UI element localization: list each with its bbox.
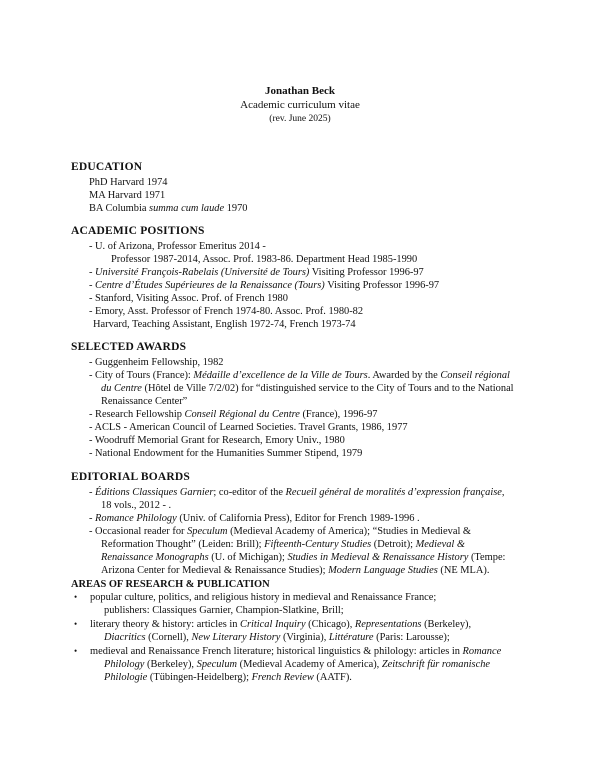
- award-item: [71, 408, 551, 421]
- journal-title: New Literary History: [191, 632, 281, 643]
- area-text: (Chicago),: [305, 619, 355, 630]
- document-subtitle: Academic curriculum vitae: [240, 99, 360, 111]
- award-item: - Woodruff Memorial Grant for Research, Emory Univ., 1980: [89, 435, 345, 446]
- education-section: [71, 160, 551, 215]
- board-journal: Medieval &: [415, 539, 465, 550]
- journal-title: Representations: [354, 619, 422, 630]
- area-line: [90, 631, 550, 644]
- journal-title: Philology: [104, 659, 145, 670]
- area-text: (Tübingen-Heidelberg);: [147, 672, 252, 683]
- board-journal: Fifteenth-Century Studies: [264, 539, 372, 550]
- position-role: Visiting Professor 1996-97: [324, 280, 440, 291]
- board-series: Recueil général de moralités d’expression française: [285, 487, 502, 498]
- award-body: du Centre: [101, 383, 142, 394]
- board-journal: Speculum: [187, 526, 228, 537]
- board-text: (Detroit);: [371, 539, 416, 550]
- board-text: (U. of Michigan);: [208, 552, 288, 563]
- awards-heading: SELECTED AWARDS: [71, 341, 187, 353]
- board-journal: Modern Language Studies: [328, 565, 438, 576]
- area-line: [90, 645, 550, 658]
- award-body: Conseil Régional du Centre: [184, 409, 300, 420]
- education-heading: EDUCATION: [71, 161, 143, 173]
- board-text: (NE MLA).: [437, 565, 490, 576]
- board-text: - Occasional reader for: [89, 526, 188, 537]
- education-item: MA Harvard 1971: [89, 190, 166, 201]
- board-text: ,: [501, 487, 505, 498]
- bullet-icon: •: [74, 592, 78, 602]
- position-stanford: - Stanford, Visiting Assoc. Prof. of French 1980: [89, 293, 288, 304]
- board-journal: Studies in Medieval & Renaissance History: [287, 552, 469, 563]
- board-text: (Univ. of California Press), Editor for French 1989-1996 .: [176, 513, 420, 524]
- area-item: [74, 645, 550, 684]
- boards-heading: EDITORIAL BOARDS: [71, 471, 190, 483]
- board-text: (Tempe:: [468, 552, 506, 563]
- area-text: (Berkeley),: [421, 619, 472, 630]
- award-text: (Hôtel de Ville 7/2/02) for “distinguished service to the City of Tours and to the National: [141, 383, 514, 394]
- area-text: (Cornell),: [145, 632, 192, 643]
- area-text: literary theory & history: articles in: [90, 619, 241, 630]
- position-harvard: Harvard, Teaching Assistant, English 1972-74, French 1973-74: [93, 319, 356, 330]
- position-role: Visiting Professor 1996-97: [309, 267, 424, 278]
- award-text: (France), 1996-97: [299, 409, 378, 420]
- award-item: [71, 369, 551, 382]
- area-text: popular culture, politics, and religious history in medieval and Renaissance France;: [90, 592, 437, 603]
- board-text: (Medieval Academy of America); “Studies in Medieval &: [227, 526, 472, 537]
- award-body: Conseil régional: [440, 370, 510, 381]
- positions-section: [71, 224, 551, 331]
- award-item-cont: [71, 382, 551, 395]
- award-item: - National Endowment for the Humanities Summer Stipend, 1979: [89, 448, 363, 459]
- board-journal: Renaissance Monographs: [101, 552, 209, 563]
- journal-title: Diacritics: [104, 632, 146, 643]
- position-tours-centre: [71, 279, 551, 292]
- journal-title: Critical Inquiry: [240, 619, 306, 630]
- area-text: (Paris: Larousse);: [373, 632, 450, 643]
- board-journal: - Romance Philology: [89, 513, 177, 524]
- journal-title: Speculum: [196, 659, 238, 670]
- ba-honors: summa cum laude: [149, 203, 225, 214]
- area-text: (Medieval Academy of America),: [237, 659, 382, 670]
- award-text: . Awarded by the: [367, 370, 441, 381]
- awards-section: [71, 340, 551, 460]
- board-item: [71, 486, 551, 499]
- positions-heading: ACADEMIC POSITIONS: [71, 225, 205, 237]
- bullet-icon: •: [74, 646, 78, 656]
- area-line: [90, 671, 550, 684]
- area-line: [90, 658, 550, 671]
- board-text: ; co-editor of the: [213, 487, 286, 498]
- award-title: Médaille d’excellence de la Ville de Tours: [193, 370, 368, 381]
- award-item-cont: Renaissance Center”: [101, 396, 188, 407]
- position-arizona: - U. of Arizona, Professor Emeritus 2014 -: [89, 241, 266, 252]
- cv-header: [0, 84, 600, 126]
- position-arizona-detail: Professor 1987-2014, Assoc. Prof. 1983-86. Department Head 1985-1990: [111, 254, 418, 265]
- ba-text: BA Columbia: [89, 203, 150, 214]
- area-item: [74, 618, 550, 644]
- boards-section: [71, 470, 551, 577]
- board-item-cont: [71, 564, 551, 577]
- journal-title: Zeitschrift für romanische: [381, 659, 491, 670]
- revision-date: (rev. June 2025): [269, 114, 331, 124]
- board-item: [71, 512, 551, 525]
- journal-title: French Review: [251, 672, 314, 683]
- position-institution: - Centre d’Études Supérieures de la Renaissance (Tours): [89, 280, 325, 291]
- board-text: Arizona Center for Medieval & Renaissance Studies);: [101, 565, 329, 576]
- position-tours-university: [71, 266, 551, 279]
- area-item: [74, 591, 550, 617]
- area-text: medieval and Renaissance French literature; historical linguistics & philology: articles in: [90, 646, 463, 657]
- board-item: [71, 525, 551, 538]
- position-emory: - Emory, Asst. Professor of French 1974-80. Assoc. Prof. 1980-82: [89, 306, 364, 317]
- areas-heading: AREAS OF RESEARCH & PUBLICATION: [71, 579, 270, 590]
- area-text: publishers: Classiques Garnier, Champion-Slatkine, Brill;: [104, 605, 344, 616]
- education-item: [71, 202, 551, 215]
- area-text: (Berkeley),: [144, 659, 197, 670]
- bullet-icon: •: [74, 619, 78, 629]
- position-institution: - Université François-Rabelais (Université de Tours): [89, 267, 310, 278]
- journal-title: Romance: [462, 646, 502, 657]
- journal-title: Littérature: [328, 632, 374, 643]
- board-text: Reformation Thought” (Leiden: Brill);: [101, 539, 265, 550]
- award-text: - City of Tours (France):: [89, 370, 194, 381]
- board-publisher: - Éditions Classiques Garnier: [89, 487, 214, 498]
- area-text: (AATF).: [313, 672, 352, 683]
- board-item-cont: [71, 538, 551, 551]
- ba-year: 1970: [224, 203, 248, 214]
- award-item: - Guggenheim Fellowship, 1982: [89, 357, 224, 368]
- area-line: [90, 618, 550, 631]
- board-item-cont: 18 vols., 2012 - .: [101, 500, 172, 511]
- award-item: - ACLS - American Council of Learned Societies. Travel Grants, 1986, 1977: [89, 422, 408, 433]
- award-text: - Research Fellowship: [89, 409, 185, 420]
- author-name: Jonathan Beck: [265, 85, 335, 97]
- journal-title: Philologie: [104, 672, 148, 683]
- board-item-cont: [71, 551, 551, 564]
- area-text: (Virginia),: [280, 632, 329, 643]
- education-item: PhD Harvard 1974: [89, 177, 168, 188]
